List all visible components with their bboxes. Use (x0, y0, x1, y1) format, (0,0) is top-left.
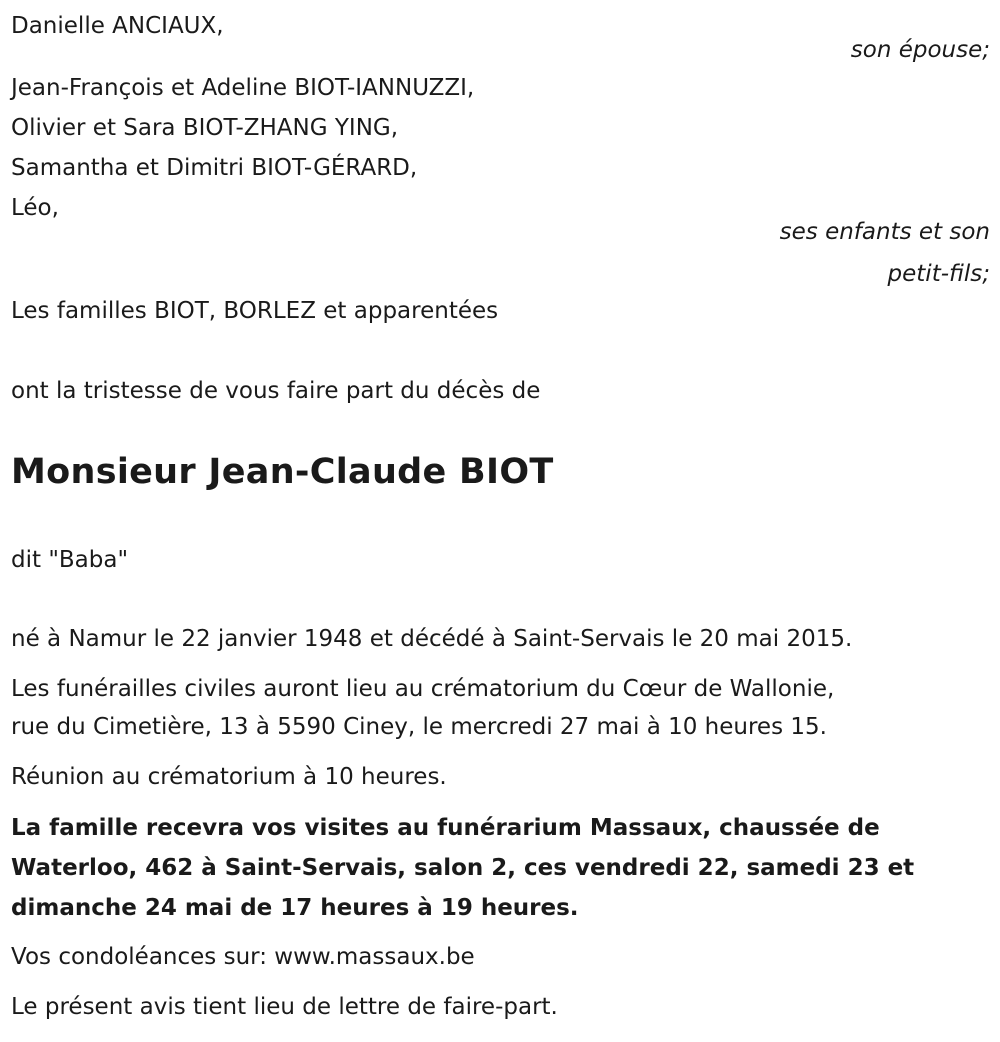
grandchild-relation: petit-fils; (887, 261, 990, 287)
visits-line-1: La famille recevra vos visites au funérarium Massaux, chaussée de (11, 815, 880, 841)
child-name-1: Jean-François et Adeline BIOT-IANNUZZI, (11, 75, 475, 101)
spouse-name: Danielle ANCIAUX, (11, 13, 224, 39)
spouse-relation: son épouse; (850, 37, 990, 63)
visits-line-2: Waterloo, 462 à Saint-Servais, salon 2, ces vendredi 22, samedi 23 et (11, 855, 915, 881)
families-line: Les familles BIOT, BORLEZ et apparentées (11, 298, 499, 324)
birth-death-line: né à Namur le 22 janvier 1948 et décédé à Saint-Servais le 20 mai 2015. (11, 626, 853, 652)
notice-line: Le présent avis tient lieu de lettre de faire-part. (11, 994, 558, 1020)
funeral-line-1: Les funérailles civiles auront lieu au crématorium du Cœur de Wallonie, (11, 676, 835, 702)
meeting-line: Réunion au crématorium à 10 heures. (11, 764, 447, 790)
announcement-line: ont la tristesse de vous faire part du décès de (11, 378, 541, 404)
children-relation: ses enfants et son (779, 219, 990, 245)
grandchild-name: Léo, (11, 195, 59, 221)
deceased-nickname: dit "Baba" (11, 547, 129, 573)
child-name-3: Samantha et Dimitri BIOT-GÉRARD, (11, 155, 418, 181)
visits-line-3: dimanche 24 mai de 17 heures à 19 heures. (11, 895, 579, 921)
child-name-2: Olivier et Sara BIOT-ZHANG YING, (11, 115, 399, 141)
condolences-line: Vos condoléances sur: www.massaux.be (11, 944, 475, 970)
funeral-line-2: rue du Cimetière, 13 à 5590 Ciney, le mercredi 27 mai à 10 heures 15. (11, 714, 827, 740)
deceased-name: Monsieur Jean-Claude BIOT (11, 452, 554, 492)
